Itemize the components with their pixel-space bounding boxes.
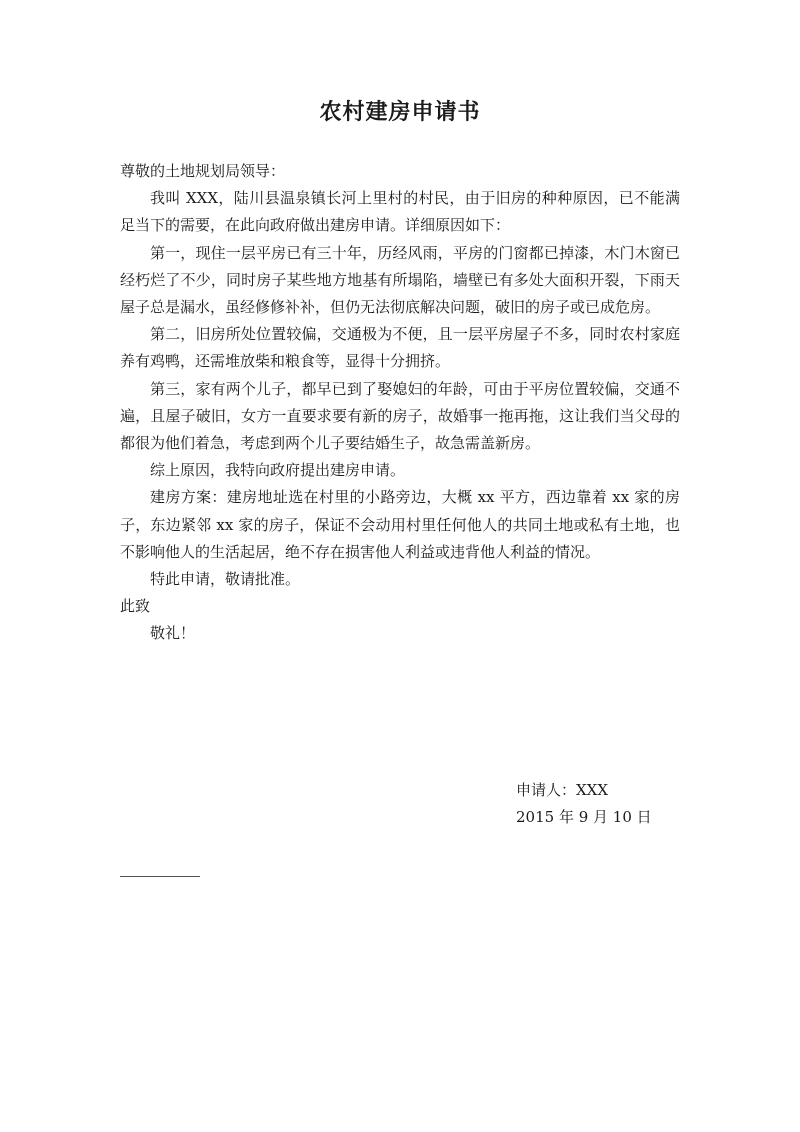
paragraph-reason-1: 第一，现住一层平房已有三十年，历经风雨，平房的门窗都已掉漆，木门木窗已经朽烂了不少，同时房子某些地方地基有所塌陷，墙壁已有多处大面积开裂，下雨天屋子总是漏水，虽经修修补补，但仍无法彻底解决问题，破旧的房子或已成危房。	[120, 243, 680, 317]
paragraph-reason-3: 第三，家有两个儿子，都早已到了娶媳妇的年龄，可由于平房位置较偏，交通不遍，且屋子破旧，女方一直要求要有新的房子，故婚事一拖再拖，这让我们当父母的都很为他们着急，考虑到两个儿子要结婚生子，故急需盖新房。	[120, 379, 680, 453]
footnote-divider	[120, 876, 200, 877]
paragraph-plan: 建房方案：建房地址选在村里的小路旁边，大概 xx 平方，西边靠着 xx 家的房子，东边紧邻 xx 家的房子，保证不会动用村里任何他人的共同土地或私有土地，也不影响他人的生活起居，绝不存在损害他人利益或违背他人利益的情况。	[120, 488, 680, 561]
closing-line-1: 此致	[120, 597, 151, 616]
application-date: 2015 年 9 月 10 日	[516, 808, 652, 827]
document-title: 农村建房申请书	[319, 99, 481, 125]
closing-line-2: 敬礼！	[150, 624, 196, 643]
paragraph-request: 特此申请，敬请批准。	[150, 570, 301, 589]
paragraph-reason-2: 第二，旧房所处位置较偏，交通极为不便，且一层平房屋子不多，同时农村家庭养有鸡鸭，还需堆放柴和粮食等，显得十分拥挤。	[120, 325, 680, 371]
salutation: 尊敬的土地规划局领导：	[120, 162, 286, 180]
paragraph-summary: 综上原因，我特向政府提出建房申请。	[150, 461, 406, 480]
signature-block	[516, 777, 652, 831]
paragraph-intro: 我叫 XXX，陆川县温泉镇长河上里村的村民，由于旧房的种种原因，已不能满足当下的需要，在此向政府做出建房申请。详细原因如下：	[120, 189, 680, 235]
document-body	[120, 158, 680, 648]
applicant-name: 申请人：XXX	[516, 781, 609, 799]
